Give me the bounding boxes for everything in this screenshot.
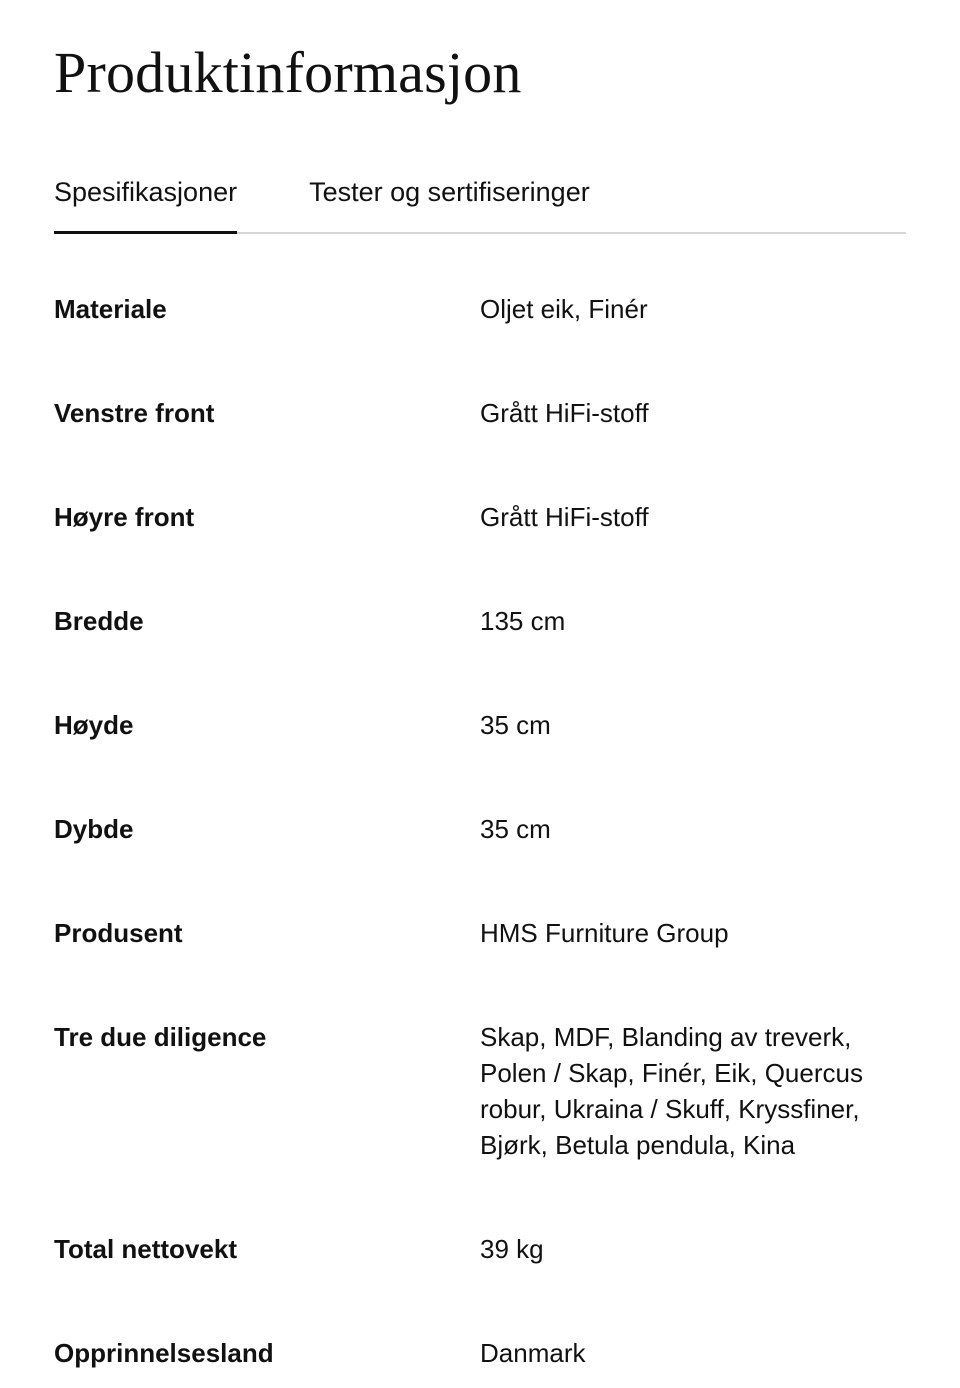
spec-value: Grått HiFi-stoff [480,398,649,428]
spec-value: Skap, MDF, Blanding av treverk, Polen / Skap, Finér, Eik, Quercus robur, Ukraina / Skuff, Kryssfiner, Bjørk, Betula pendula, Kina [480,1022,863,1160]
spec-row-depth [54,794,906,864]
spec-list [54,274,906,1388]
spec-label: Venstre front [54,398,215,428]
spec-value: 35 cm [480,814,551,844]
spec-row-country-of-origin [54,1318,906,1388]
spec-label: Tre due diligence [54,1022,267,1052]
spec-row-width [54,586,906,656]
tab-specifications[interactable]: Spesifikasjoner [54,176,237,232]
spec-value: HMS Furniture Group [480,918,729,948]
spec-row-wood-due-diligence [54,1002,906,1180]
spec-value: Danmark [480,1338,586,1368]
spec-row-net-weight [54,1214,906,1284]
spec-value: Oljet eik, Finér [480,294,648,324]
spec-label: Opprinnelsesland [54,1338,274,1368]
spec-label: Høyre front [54,502,195,532]
spec-row-right-front [54,482,906,552]
tab-bar [54,176,906,234]
spec-row-material [54,274,906,344]
spec-label: Produsent [54,918,183,948]
spec-label: Dybde [54,814,134,844]
spec-label: Total nettovekt [54,1234,237,1264]
tab-tests-certifications[interactable]: Tester og sertifiseringer [309,177,590,207]
spec-label: Materiale [54,294,167,324]
spec-label: Bredde [54,606,144,636]
spec-row-left-front [54,378,906,448]
spec-label: Høyde [54,710,134,740]
page-title: Produktinformasjon [54,40,522,105]
spec-value: 135 cm [480,606,566,636]
spec-value: Grått HiFi-stoff [480,502,649,532]
spec-row-height [54,690,906,760]
spec-value: 35 cm [480,710,551,740]
spec-value: 39 kg [480,1234,544,1264]
spec-row-manufacturer [54,898,906,968]
